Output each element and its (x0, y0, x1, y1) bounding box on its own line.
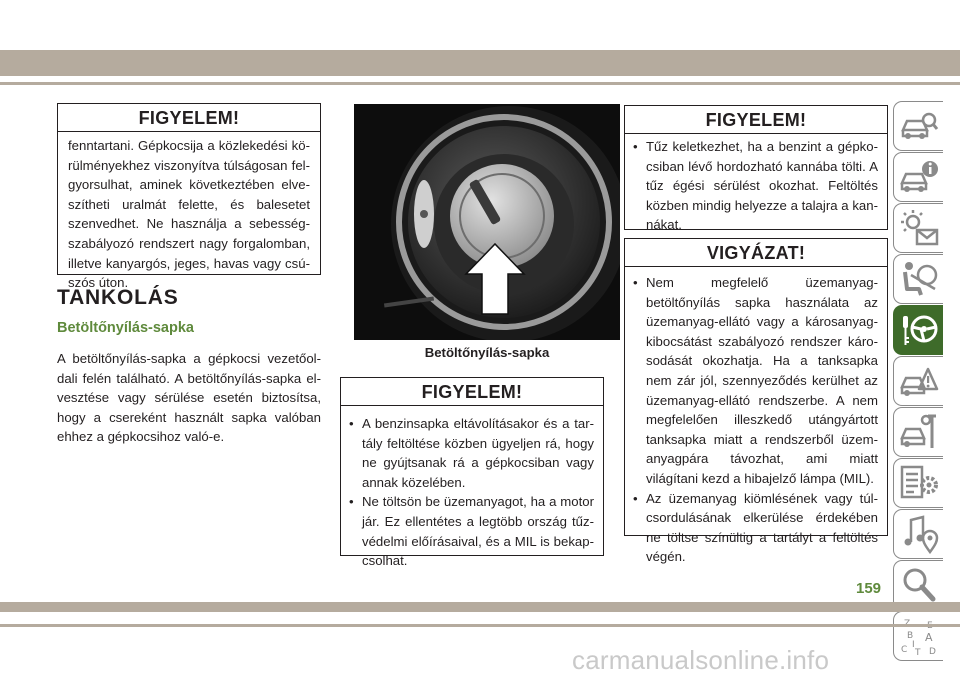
warning-list (627, 137, 878, 235)
index-letter: A (924, 631, 933, 644)
fuel-cap-photo (354, 104, 620, 340)
tab-starting-operating[interactable] (893, 305, 943, 355)
fuel-cap-illustration (354, 104, 620, 340)
warning-box-middle (340, 377, 604, 569)
index-letter: C (900, 645, 907, 655)
car-warning-icon (899, 361, 939, 401)
bottom-rule (0, 624, 960, 627)
top-band (0, 50, 960, 76)
car-info-icon (899, 157, 939, 197)
photo-caption: Betöltőnyílás-sapka (424, 345, 550, 360)
index-letter: T (914, 648, 920, 656)
index-letter: I (911, 640, 915, 650)
warning-title: FIGYELEM! (58, 104, 320, 132)
specifications-gear-icon (899, 463, 939, 503)
caution-item: • Az üzemanyag kiömlésének vagy túlcsordulásának elkerülése érdekében ne töltse színültig a tartályt a feltöltés végén. (627, 489, 878, 567)
warning-item: • Ne töltsön be üzemanyagot, ha a motor jár. Ez ellentétes a legtöbb ország tűzvédelmi előírásaival, és a MIL is bekapcsolhat. (343, 492, 594, 570)
caution-box-right (624, 238, 888, 565)
tab-safety[interactable] (893, 254, 943, 304)
caution-item: • Nem megfelelő üzemanyag-betöltőnyílás sapka használata az üzemanyag-ellátó vagy a károsanyag-kibocsátást szabályozó rendszer károsodását okozhatja. Ha a tanksapka nem zár jól, szennyeződés kerülhet az üzemanyag-ellátó rendszerbe. A nem megfelelően illeszkedő utángyártott tanksapka miatt a rendszerből üzemanyagpára távozhat, ami miatt világítani kezd a hibajelző lámpa (MIL). (627, 273, 878, 489)
steering-wheel-key-icon (899, 310, 939, 350)
bottom-band (0, 602, 960, 612)
tab-car-search[interactable] (893, 101, 943, 151)
tab-maintenance[interactable] (893, 407, 943, 457)
warning-title: FIGYELEM! (625, 106, 887, 134)
warning-item: • A benzinsapka eltávolításakor és a tartály feltöltése közben ügyeljen rá, hogy ne gyújtsanak rá a gépkocsiban vagy annak közelében. (343, 414, 594, 492)
warning-item: • Tűz keletkezhet, ha a benzint a gépkocsiban lévő hordozható kannába tölti. A tűz égési sérülést okozhat. Feltöltés közben mindig helyezze a talajra a kannákat. (627, 137, 878, 235)
light-message-icon (899, 208, 939, 248)
language-letters-icon (899, 616, 939, 656)
tab-multimedia[interactable] (893, 509, 943, 559)
warning-list (343, 414, 594, 571)
tab-specifications[interactable] (893, 458, 943, 508)
index-letter: D (928, 647, 936, 656)
tab-index[interactable] (893, 611, 943, 661)
caution-title: VIGYÁZAT! (625, 239, 887, 267)
music-location-icon (899, 514, 939, 554)
car-search-icon (899, 106, 939, 146)
section-title: TANKOLÁS (57, 286, 179, 309)
warning-box-right (624, 105, 888, 233)
tab-emergency[interactable] (893, 356, 943, 406)
tab-lights-messages[interactable] (893, 203, 943, 253)
watermark-text: carmanualsonline.info (572, 645, 830, 675)
index-letter: B (906, 631, 913, 641)
car-tools-icon (899, 412, 939, 452)
top-rule (0, 82, 960, 85)
magnifier-index-icon (899, 565, 939, 605)
subsection-title: Betöltőnyílás-sapka (57, 320, 194, 336)
warning-box-left (57, 103, 321, 291)
airbag-seat-icon (899, 259, 939, 299)
warning-title: FIGYELEM! (341, 378, 603, 406)
tab-car-info[interactable] (893, 152, 943, 202)
body-paragraph: A betöltőnyílás-sapka a gépkocsi vezetőoldali felén található. A betöltőnyílás-sapka elvesztése vagy sérülése esetén biztosítsa, hogy a csereként használt sapka valóban ehhez a gépkocsihoz való-e. (57, 351, 321, 445)
warning-text: fenntartani. Gépkocsija a közlekedési körülményekhez viszonyítva túlságosan felgyorsulhat, aminek következtében elveszítheti uralmát felette, és balesetet szenvedhet. Ne használja a sebességszabályozó rendszert nagy forgalomban, illetve kanyargós, jeges, havas vagy csúszós úton. (68, 138, 310, 291)
page-number: 159 (856, 580, 882, 597)
caution-list (627, 273, 878, 567)
